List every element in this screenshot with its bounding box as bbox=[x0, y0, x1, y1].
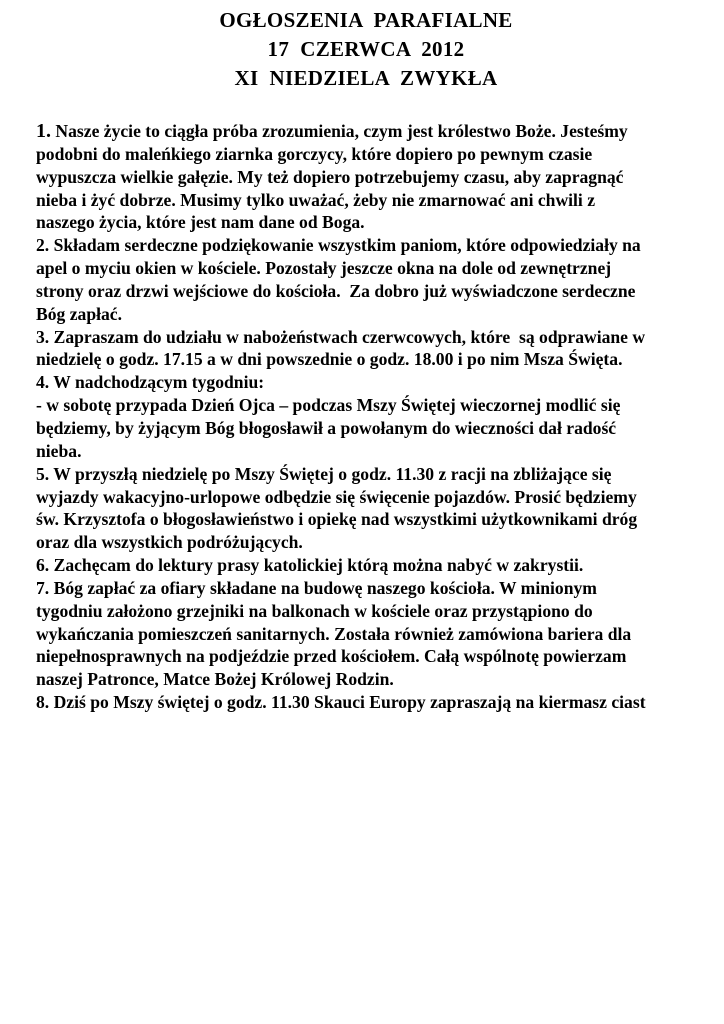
text-line: będziemy, by żyjącym Bóg błogosławił a powołanym do wieczności dał radość bbox=[36, 417, 617, 438]
announcement-title: OGŁOSZENIA PARAFIALNE bbox=[219, 8, 513, 32]
text-line: nieba i żyć dobrze. Musimy tylko uważać, żeby nie zmarnować ani chwili z bbox=[36, 189, 596, 210]
text-line: niedzielę o godz. 17.15 a w dni powszednie o godz. 18.00 i po nim Msza Święta. bbox=[36, 349, 623, 370]
text-line: św. Krzysztofa o błogosławieństwo i opiekę nad wszystkimi użytkownikami dróg bbox=[36, 509, 638, 530]
text-line: 4. W nadchodzącym tygodniu: bbox=[36, 372, 265, 393]
item-number: 1. bbox=[36, 120, 51, 142]
text-line: - w sobotę przypada Dzień Ojca – podczas Mszy Świętej wieczornej modlić się bbox=[36, 395, 621, 416]
text-line: Bóg zapłać. bbox=[36, 303, 123, 324]
text-line: podobni do maleńkiego ziarnka gorczycy, które dopiero po pewnym czasie bbox=[36, 143, 593, 164]
text-line: wypuszcza wielkie gałęzie. My też dopiero potrzebujemy czasu, aby zapragnąć bbox=[36, 166, 624, 187]
text-line: strony oraz drzwi wejściowe do kościoła. Za dobro już wyświadczone serdeczne bbox=[36, 280, 636, 301]
text-line: wyjazdy wakacyjno-urlopowe odbędzie się święcenie pojazdów. Prosić będziemy bbox=[36, 486, 637, 507]
text-line: 3. Zapraszam do udziału w nabożeństwach czerwcowych, które są odprawiane w bbox=[36, 326, 646, 347]
text-line: nieba. bbox=[36, 440, 82, 461]
announcement-body bbox=[36, 120, 724, 714]
liturgical-sunday: XI NIEDZIELA ZWYKŁA bbox=[234, 66, 498, 90]
text-line: 6. Zachęcam do lektury prasy katolickiej którą można nabyć w zakrystii. bbox=[36, 555, 584, 576]
text-line: 2. Składam serdeczne podziękowanie wszystkim paniom, które odpowiedziały na bbox=[36, 235, 641, 256]
text-line: 5. W przyszłą niedzielę po Mszy Świętej o godz. 11.30 z racji na zbliżające się bbox=[36, 463, 612, 484]
text-line: 8. Dziś po Mszy świętej o godz. 11.30 Skauci Europy zapraszają na kiermasz ciast bbox=[36, 692, 646, 713]
text-line: apel o myciu okien w kościele. Pozostały jeszcze okna na dole od zewnętrznej bbox=[36, 258, 612, 279]
text-line: 7. Bóg zapłać za ofiary składane na budowę naszego kościoła. W minionym bbox=[36, 577, 597, 598]
text-line: wykańczania pomieszczeń sanitarnych. Została również zamówiona bariera dla bbox=[36, 623, 632, 644]
announcement-date: 17 CZERWCA 2012 bbox=[267, 37, 465, 61]
text-line-content: Nasze życie to ciągła próba zrozumienia, czym jest królestwo Boże. Jesteśmy bbox=[55, 121, 628, 141]
text-line: niepełnosprawnych na podjeździe przed kościołem. Całą wspólnotę powierzam bbox=[36, 646, 627, 667]
text-line: oraz dla wszystkich podróżujących. bbox=[36, 532, 303, 553]
text-line: naszego życia, które jest nam dane od Boga. bbox=[36, 212, 365, 233]
text-line bbox=[36, 120, 724, 142]
text-line: naszej Patronce, Matce Bożej Królowej Rodzin. bbox=[36, 669, 394, 690]
text-line: tygodniu założono grzejniki na balkonach w kościele oraz przystąpiono do bbox=[36, 600, 593, 621]
